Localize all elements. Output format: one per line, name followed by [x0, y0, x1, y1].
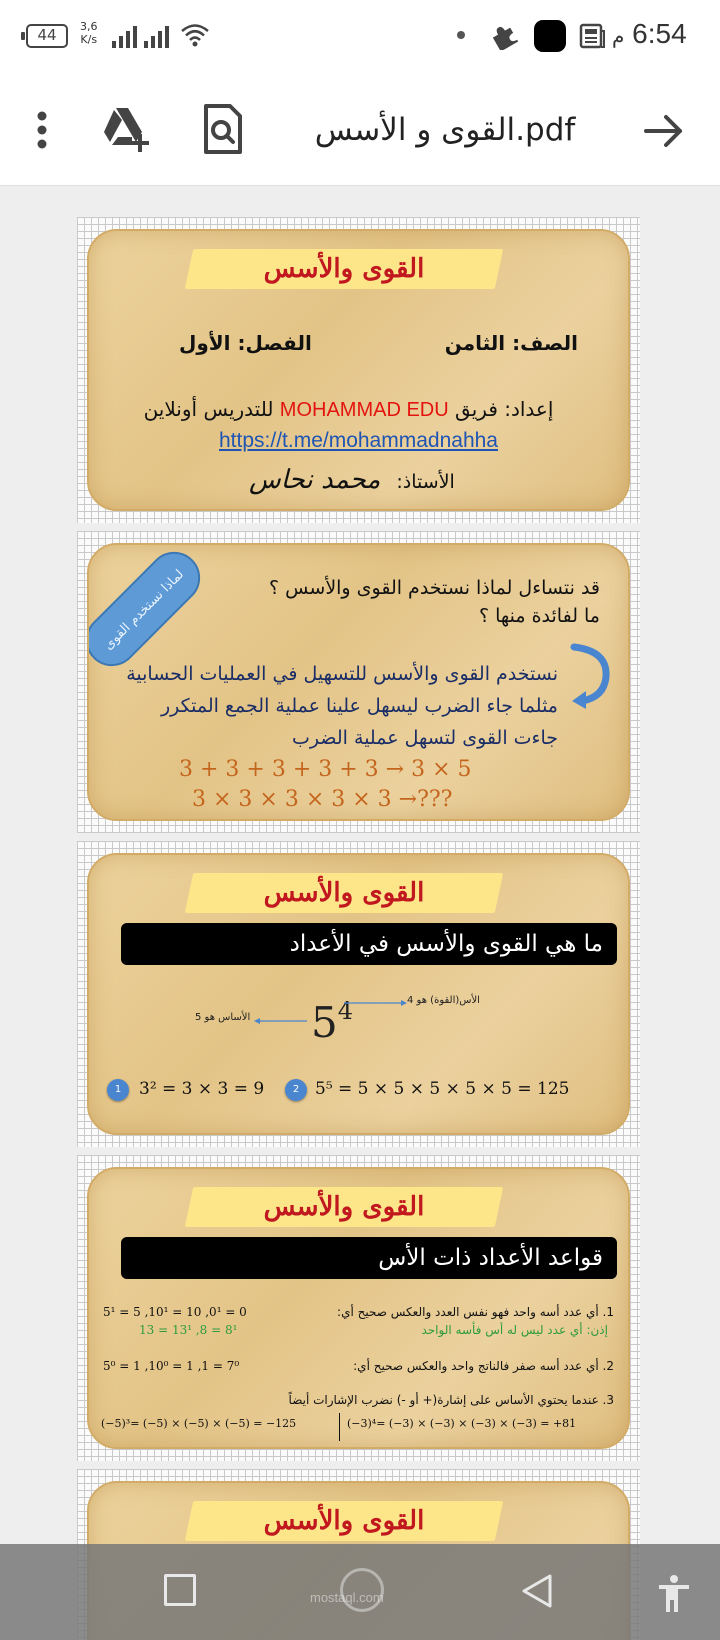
more-vert-icon[interactable] — [30, 110, 54, 150]
wifi-icon — [180, 22, 210, 48]
slide-title: القوى والأسس — [263, 254, 425, 284]
battery-icon — [26, 24, 68, 48]
back-triangle-icon[interactable] — [520, 1572, 554, 1610]
clock-time: 6:54 — [632, 18, 687, 49]
net-speed-unit: K/s — [80, 33, 98, 46]
net-speed-value: 3,6 — [80, 20, 98, 33]
teacher-signature: محمد نحاس — [249, 465, 381, 495]
rule-3-math-left: (−5)³= (−5) × (−5) × (−5) = −125 — [101, 1417, 297, 1430]
clock-ampm: م — [612, 26, 625, 48]
answer-line-1: نستخدم القوى والأسس للتسهيل في العمليات الحسابية — [126, 663, 558, 685]
slide-card — [87, 543, 630, 821]
section-heading: ما هي القوى والأسس في الأعداد — [121, 923, 617, 965]
question-2: ما لفائدة منها ؟ — [478, 605, 600, 627]
net-speed — [80, 20, 98, 46]
example-2: 5⁵ = 5 × 5 × 5 × 5 × 5 = 125 — [315, 1079, 570, 1099]
black-app-icon — [534, 20, 566, 52]
rule-2: 2. أي عدد أسه صفر فالناتج واحد والعكس صحيح أي: — [353, 1359, 614, 1373]
slide-title: القوى والأسس — [263, 878, 425, 908]
section-heading: قواعد الأعداد ذات الأس — [121, 1237, 617, 1279]
slide-card — [87, 1167, 630, 1449]
rule-3: 3. عندما يحتوي الأساس على إشارة(+ أو -) نضرب الإشارات أيضاً — [288, 1393, 614, 1407]
telegram-link[interactable]: https://t.me/mohammadnahha — [219, 429, 498, 452]
pdf-page-2 — [77, 531, 640, 833]
brand-name: MOHAMMAD EDU — [279, 399, 449, 421]
teacher-line — [249, 465, 455, 495]
math-line-2: 3 × 3 × 3 × 3 × 3 →??? — [192, 787, 453, 812]
notification-dot — [457, 31, 465, 39]
example-1: 3² = 3 × 3 = 9 — [139, 1079, 265, 1099]
example-1-badge: 1 — [107, 1079, 129, 1101]
navigation-bar — [0, 1544, 720, 1640]
prepared-prefix: إعداد: فريق — [455, 397, 554, 421]
answer-line-3: جاءت القوى لتسهل عملية الضرب — [292, 727, 558, 749]
battery-level: 44 — [37, 26, 57, 44]
why-powers-pill: لماذا نستخدم القوى — [87, 543, 211, 677]
rule-1-note: إذن: أي عدد ليس له أس فأسه الواحد — [421, 1323, 608, 1337]
base-label: الأساس هو 5 — [195, 1012, 251, 1023]
rule-3-math-right: (−3)⁴= (−3) × (−3) × (−3) × (−3) = +81 — [347, 1417, 577, 1430]
app-bar — [0, 74, 720, 186]
rule-1-math: 5¹ = 5 ,10¹ = 10 ,0¹ = 0 — [103, 1305, 247, 1319]
prepared-suffix: للتدريس أونلاين — [143, 397, 274, 421]
status-clock — [612, 18, 687, 50]
question-1: قد نتساءل لماذا نستخدم القوى والأسس ؟ — [269, 577, 600, 599]
rule-3-divider — [339, 1413, 340, 1441]
signal-icon — [112, 24, 169, 48]
arrow-forward-icon[interactable] — [640, 108, 686, 154]
rule-1-note-math: 13 = 13¹ ,8 = 8¹ — [139, 1323, 238, 1337]
slide-card — [87, 853, 630, 1135]
rule-1: 1. أي عدد أسه واحد فهو نفس العدد والعكس صحيح أي: — [337, 1305, 614, 1319]
document-title: القوى و الأسس.pdf — [314, 112, 576, 148]
slide-title: القوى والأسس — [263, 1506, 425, 1536]
drive-add-icon[interactable] — [102, 104, 152, 154]
power-exponent: 4 — [337, 997, 354, 1025]
math-line-1: 3 + 3 + 3 + 3 + 3 → 3 × 5 — [179, 757, 472, 782]
file-search-icon[interactable] — [202, 104, 244, 154]
grade-label: الصف: الثامن — [444, 331, 578, 355]
teacher-label: الأستاذ: — [396, 471, 455, 493]
example-2-badge: 2 — [285, 1079, 307, 1101]
label-arrows — [249, 995, 429, 1029]
pdf-page-4 — [77, 1155, 640, 1461]
curved-arrow-icon — [568, 641, 612, 711]
watermark: mostaql.com — [310, 1590, 384, 1605]
accessibility-icon[interactable] — [656, 1574, 692, 1614]
term-label: الفصل: الأول — [179, 331, 312, 355]
news-icon — [578, 22, 606, 50]
prepared-by — [109, 397, 588, 422]
recents-square-icon[interactable] — [164, 1574, 196, 1606]
pdf-page-3 — [77, 841, 640, 1147]
pdf-viewer[interactable] — [0, 187, 720, 1640]
puzzle-icon — [490, 22, 518, 50]
power-base: 5 — [311, 998, 338, 1047]
rule-2-math: 5⁰ = 1 ,10⁰ = 1 ,1 = 7⁰ — [103, 1359, 240, 1373]
pdf-page-1 — [77, 217, 640, 523]
status-bar — [0, 0, 720, 74]
slide-title: القوى والأسس — [263, 1192, 425, 1222]
slide-card — [87, 229, 630, 511]
exponent-label: الأس(القوة) هو 4 — [407, 995, 480, 1006]
answer-line-2: مثلما جاء الضرب ليسهل علينا عملية الجمع المتكرر — [160, 695, 558, 717]
